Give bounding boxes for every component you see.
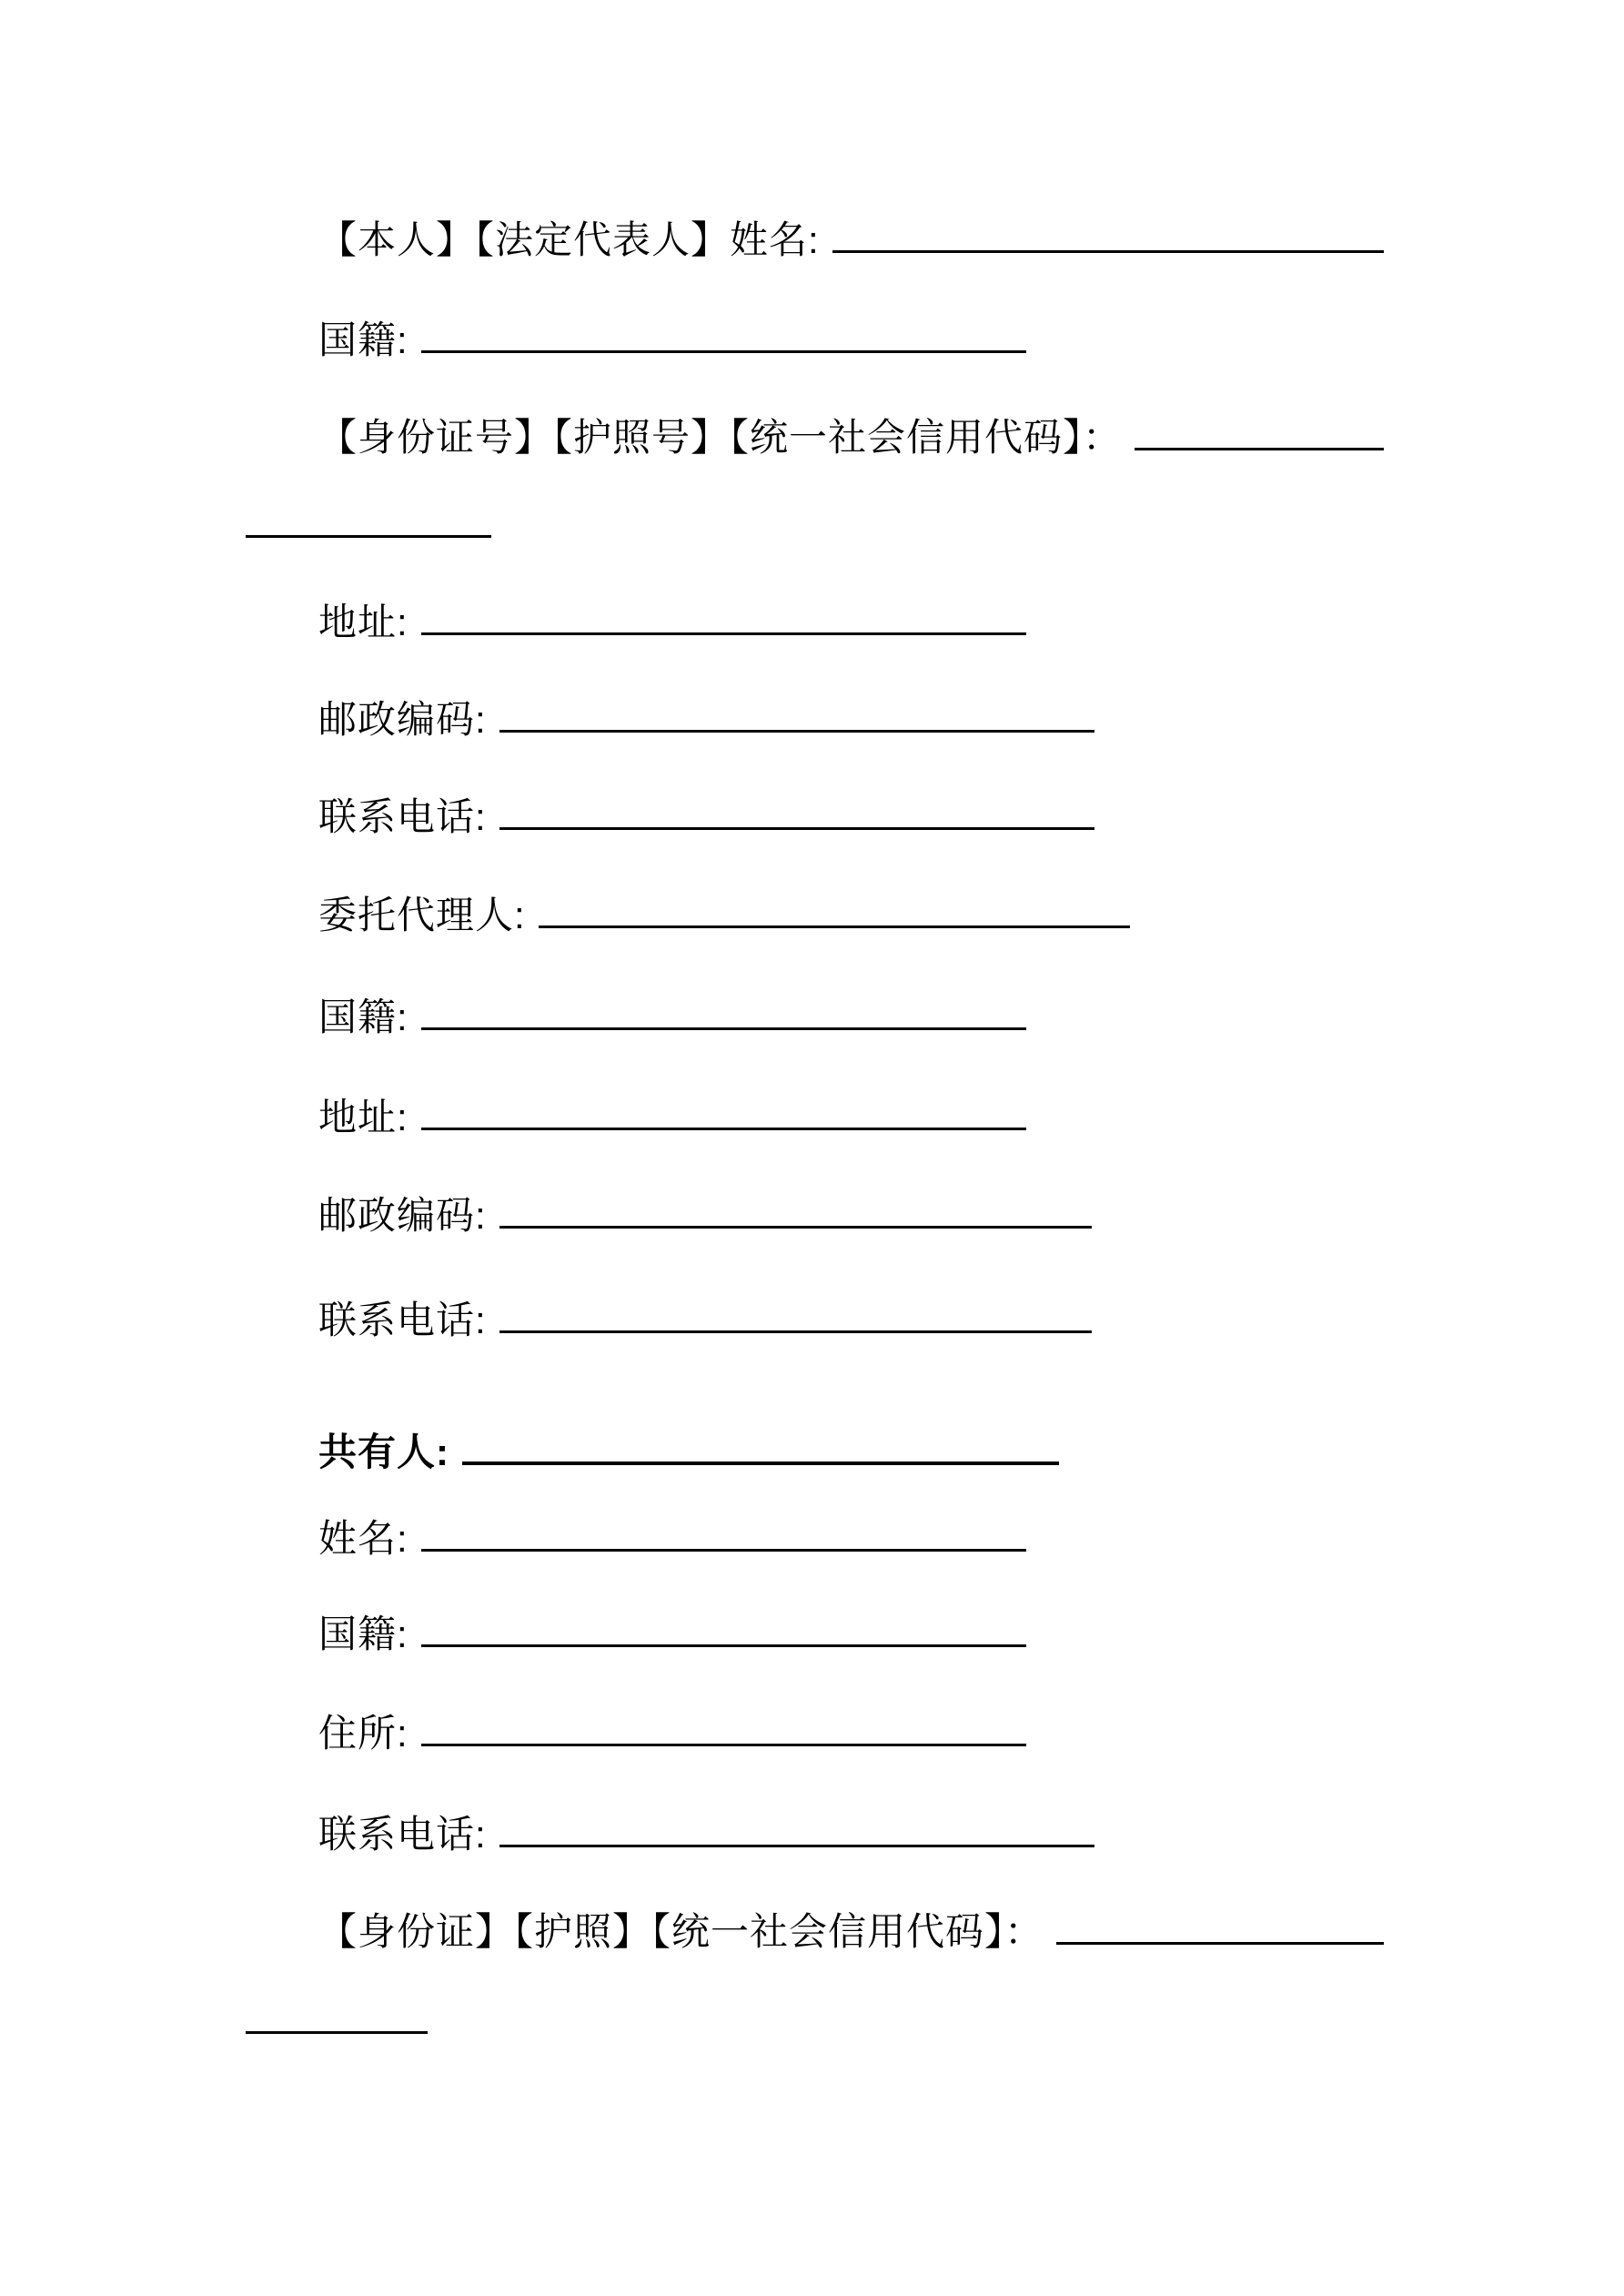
form-line-phone-2	[318, 1299, 1092, 1342]
form-line-co-owner-id-uscc	[318, 1910, 1384, 1954]
blank-underline	[246, 495, 491, 538]
blank-underline	[421, 1522, 1026, 1552]
field-label: 邮政编码:	[318, 698, 487, 741]
blank-underline	[1135, 420, 1384, 450]
form-line-postal-code-1	[318, 698, 1094, 742]
blank-underline	[462, 1434, 1059, 1465]
blank-underline	[421, 1100, 1026, 1130]
field-label: 【身份证】【护照】【统一社会信用代码】：	[318, 1910, 1044, 1953]
field-label: 共有人:	[318, 1431, 449, 1473]
form-line-address-2	[318, 1096, 1026, 1139]
form-line-co-owner-nationality	[318, 1613, 1026, 1656]
form-line-principal-or-legal-rep-name	[318, 218, 1384, 262]
blank-underline	[499, 1817, 1094, 1847]
field-label: 联系电话:	[318, 1299, 487, 1341]
form-line-co-owner-phone	[318, 1813, 1094, 1856]
form-line-co-owner-id-continuation	[246, 1991, 428, 2034]
blank-underline	[421, 1716, 1026, 1746]
field-label: 国籍:	[318, 996, 409, 1038]
blank-underline	[499, 1199, 1092, 1229]
field-label: 姓名:	[318, 1517, 409, 1560]
field-label: 联系电话:	[318, 795, 487, 838]
field-label: 住所:	[318, 1712, 409, 1755]
field-label: 【身份证号】【护照号】【统一社会信用代码】：	[318, 416, 1123, 459]
field-label: 委托代理人:	[318, 894, 526, 936]
field-label: 【本人】【法定代表人】姓名:	[318, 218, 820, 261]
form-line-nationality-1	[318, 319, 1026, 362]
form-line-co-owner	[318, 1431, 1059, 1474]
field-label: 邮政编码:	[318, 1194, 487, 1237]
blank-underline	[499, 800, 1094, 830]
blank-underline	[1056, 1915, 1384, 1945]
blank-underline	[421, 1000, 1026, 1030]
field-label: 国籍:	[318, 319, 409, 361]
blank-underline	[421, 605, 1026, 635]
field-label: 地址:	[318, 601, 409, 643]
form-line-postal-code-2	[318, 1194, 1092, 1238]
form-line-id-passport-uscc-number	[318, 416, 1384, 460]
blank-underline	[539, 898, 1130, 928]
form-line-co-owner-name	[318, 1517, 1026, 1561]
field-label: 地址:	[318, 1096, 409, 1138]
form-line-nationality-2	[318, 996, 1026, 1039]
field-label: 联系电话:	[318, 1813, 487, 1856]
form-line-co-owner-residence	[318, 1712, 1026, 1755]
blank-underline	[246, 1991, 428, 2034]
form-line-phone-1	[318, 795, 1094, 839]
form-line-address-1	[318, 601, 1026, 644]
blank-underline	[499, 1303, 1092, 1333]
form-line-authorized-agent	[318, 894, 1130, 937]
blank-underline	[832, 223, 1384, 253]
form-line-id-number-continuation	[246, 495, 491, 538]
blank-underline	[421, 1617, 1026, 1647]
blank-underline	[499, 703, 1094, 733]
blank-underline	[421, 323, 1026, 353]
field-label: 国籍:	[318, 1613, 409, 1655]
